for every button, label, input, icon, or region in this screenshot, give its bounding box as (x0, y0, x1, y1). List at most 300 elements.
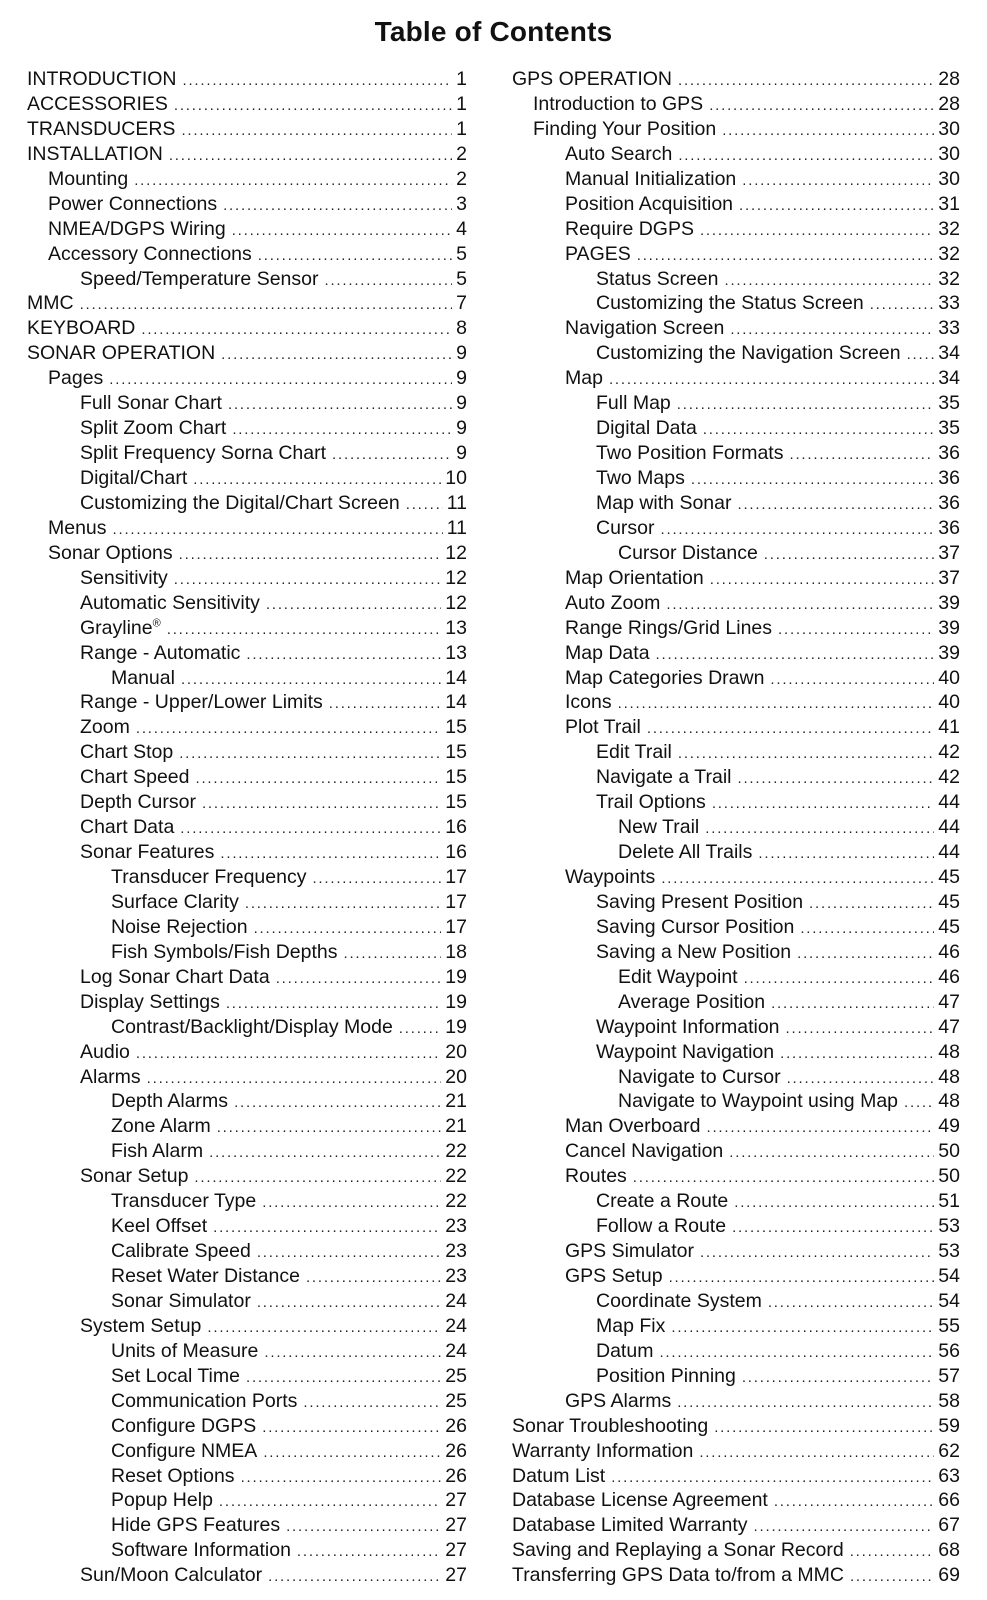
toc-entry-navigation-screen[interactable] (512, 316, 960, 341)
toc-entry-label: Chart Stop (80, 741, 174, 764)
toc-leader-dots (324, 269, 452, 294)
toc-entry-configure-nmea[interactable] (27, 1439, 467, 1464)
toc-entry-database-limited-warranty[interactable] (512, 1513, 960, 1538)
toc-entry-software-information[interactable] (27, 1538, 467, 1563)
toc-entry-page-number: 41 (938, 716, 960, 739)
toc-entry-create-a-route[interactable] (512, 1189, 960, 1214)
toc-entry-range-upper-lower-limits[interactable] (27, 690, 467, 715)
toc-entry-label: Display Settings (80, 990, 220, 1013)
toc-entry-map[interactable] (512, 366, 960, 391)
toc-entry-page-number: 22 (445, 1190, 467, 1213)
toc-entry-page-number: 17 (445, 890, 467, 913)
toc-entry-customizing-the-digital-chart-screen[interactable] (27, 491, 467, 516)
toc-leader-dots (771, 992, 934, 1017)
toc-entry-page-number: 15 (445, 791, 467, 814)
toc-leader-dots (850, 1565, 934, 1590)
toc-entry-position-pinning[interactable] (512, 1364, 960, 1389)
toc-entry-label: Communication Ports (111, 1389, 298, 1412)
toc-entry-speed-temperature-sensor[interactable] (27, 267, 467, 292)
toc-entry-label: INSTALLATION (27, 142, 163, 165)
toc-leader-dots (209, 1141, 441, 1166)
toc-entry-gps-operation[interactable] (512, 67, 960, 92)
toc-entry-page-number: 23 (445, 1215, 467, 1238)
toc-entry-label: Database License Agreement (512, 1489, 768, 1512)
toc-entry-label: Require DGPS (565, 217, 694, 240)
toc-entry-routes[interactable] (512, 1164, 960, 1189)
toc-entry-page-number: 4 (456, 217, 467, 240)
toc-entry-label: NMEA/DGPS Wiring (48, 217, 226, 240)
toc-entry-chart-stop[interactable] (27, 740, 467, 765)
toc-leader-dots (136, 717, 441, 742)
toc-entry-label: KEYBOARD (27, 317, 136, 340)
toc-entry-navigate-to-cursor[interactable] (512, 1065, 960, 1090)
toc-entry-label: Accessory Connections (48, 242, 252, 265)
toc-entry-waypoint-information[interactable] (512, 1015, 960, 1040)
toc-entry-man-overboard[interactable] (512, 1114, 960, 1139)
toc-entry-sensitivity[interactable] (27, 566, 467, 591)
toc-entry-two-position-formats[interactable] (512, 441, 960, 466)
toc-entry-navigate-to-waypoint-using-map[interactable] (512, 1089, 960, 1114)
toc-leader-dots (609, 368, 934, 393)
toc-entry-accessory-connections[interactable] (27, 242, 467, 267)
toc-leader-dots (134, 169, 452, 194)
toc-entry-page-number: 7 (456, 292, 467, 315)
toc-entry-full-sonar-chart[interactable] (27, 391, 467, 416)
toc-entry-position-acquisition[interactable] (512, 192, 960, 217)
toc-entry-page-number: 25 (445, 1389, 467, 1412)
toc-entry-label: Coordinate System (596, 1289, 762, 1312)
toc-leader-dots (677, 393, 935, 418)
toc-entry-saving-a-new-position[interactable] (512, 940, 960, 965)
toc-entry-new-trail[interactable] (512, 815, 960, 840)
toc-entry-contrast-backlight-display-mode[interactable] (27, 1015, 467, 1040)
toc-entry-label: SONAR OPERATION (27, 342, 216, 365)
toc-entry-label: Cursor Distance (618, 541, 758, 564)
toc-entry-pages[interactable] (512, 242, 960, 267)
toc-entry-page-number: 14 (445, 691, 467, 714)
toc-entry-page-number: 21 (445, 1090, 467, 1113)
toc-leader-dots (678, 69, 934, 94)
toc-entry-digital-chart[interactable] (27, 466, 467, 491)
toc-entry-page-number: 13 (445, 616, 467, 639)
toc-entry-configure-dgps[interactable] (27, 1414, 467, 1439)
toc-entry-page-number: 44 (938, 816, 960, 839)
toc-entry-split-frequency-sorna-chart[interactable] (27, 441, 467, 466)
toc-entry-pages[interactable] (27, 366, 467, 391)
toc-entry-page-number: 51 (938, 1190, 960, 1213)
toc-leader-dots (220, 842, 441, 867)
toc-entry-status-screen[interactable] (512, 267, 960, 292)
toc-leader-dots (724, 269, 934, 294)
toc-entry-gps-alarms[interactable] (512, 1389, 960, 1414)
toc-entry-page-number: 35 (938, 392, 960, 415)
toc-entry-require-dgps[interactable] (512, 217, 960, 242)
toc-entry-label: Two Position Formats (596, 442, 784, 465)
toc-entry-sonar-options[interactable] (27, 541, 467, 566)
toc-entry-label: Full Sonar Chart (80, 392, 222, 415)
toc-entry-label: Popup Help (111, 1489, 213, 1512)
toc-entry-range-rings-grid-lines[interactable] (512, 616, 960, 641)
toc-entry-page-number: 67 (938, 1514, 960, 1537)
toc-leader-dots (637, 244, 935, 269)
toc-entry-page-number: 5 (456, 242, 467, 265)
toc-leader-dots (714, 1416, 934, 1441)
toc-entry-cursor[interactable] (512, 516, 960, 541)
toc-leader-dots (870, 293, 935, 318)
toc-leader-dots (141, 318, 452, 343)
toc-entry-average-position[interactable] (512, 990, 960, 1015)
toc-entry-page-number: 27 (445, 1489, 467, 1512)
toc-entry-follow-a-route[interactable] (512, 1214, 960, 1239)
toc-entry-page-number: 26 (445, 1439, 467, 1462)
toc-entry-page-number: 54 (938, 1265, 960, 1287)
toc-entry-introduction[interactable] (27, 67, 467, 92)
toc-entry-label: Warranty Information (512, 1439, 694, 1462)
toc-entry-split-zoom-chart[interactable] (27, 416, 467, 441)
toc-entry-page-number: 33 (938, 317, 960, 340)
toc-entry-page-number: 42 (938, 766, 960, 789)
toc-entry-auto-search[interactable] (512, 142, 960, 167)
toc-entry-fish-alarm[interactable] (27, 1139, 467, 1164)
toc-entry-gps-setup[interactable] (512, 1264, 960, 1289)
toc-entry-page-number: 37 (938, 566, 960, 589)
toc-leader-dots (764, 543, 935, 568)
toc-entry-label: GPS Setup (565, 1265, 663, 1287)
toc-leader-dots (677, 1391, 934, 1416)
toc-leader-dots (722, 119, 934, 144)
toc-entry-finding-your-position[interactable] (512, 117, 960, 142)
toc-entry-label: Keel Offset (111, 1215, 208, 1238)
toc-entry-coordinate-system[interactable] (512, 1289, 960, 1314)
toc-leader-dots (213, 1216, 441, 1241)
toc-entry-automatic-sensitivity[interactable] (27, 591, 467, 616)
toc-entry-set-local-time[interactable] (27, 1364, 467, 1389)
toc-leader-dots (666, 593, 934, 618)
toc-entry-label: Manual Initialization (565, 167, 737, 190)
toc-entry-page-number: 24 (445, 1314, 467, 1337)
toc-entry-page-number: 50 (938, 1140, 960, 1163)
toc-entry-page-number: 15 (445, 716, 467, 739)
toc-entry-label: Datum (596, 1339, 654, 1362)
toc-entry-label: Status Screen (596, 267, 719, 290)
toc-entry-page-number: 11 (446, 516, 467, 539)
toc-leader-dots (262, 1416, 441, 1441)
toc-leader-dots (699, 1441, 934, 1466)
toc-entry-hide-gps-features[interactable] (27, 1513, 467, 1538)
toc-entry-map-fix[interactable] (512, 1314, 960, 1339)
toc-entry-two-maps[interactable] (512, 466, 960, 491)
toc-entry-waypoint-navigation[interactable] (512, 1040, 960, 1065)
toc-entry-label: Edit Waypoint (618, 965, 738, 988)
toc-leader-dots (332, 443, 452, 468)
toc-entry-page-number: 42 (938, 741, 960, 764)
toc-entry-system-setup[interactable] (27, 1314, 467, 1339)
toc-entry-display-settings[interactable] (27, 990, 467, 1015)
toc-entry-mounting[interactable] (27, 167, 467, 192)
toc-entry-log-sonar-chart-data[interactable] (27, 965, 467, 990)
toc-entry-sonar-simulator[interactable] (27, 1289, 467, 1314)
toc-entry-label: PAGES (565, 242, 631, 265)
toc-entry-label: Transferring GPS Data to/from a MMC (512, 1564, 844, 1587)
toc-entry-grayline[interactable] (27, 616, 467, 641)
toc-entry-page-number: 45 (938, 890, 960, 913)
toc-entry-label: Menus (48, 516, 107, 539)
toc-entry-page-number: 63 (938, 1464, 960, 1487)
toc-leader-dots (700, 1241, 934, 1266)
toc-entry-page-number: 10 (445, 467, 467, 489)
page-title: Table of Contents (374, 16, 613, 47)
toc-entry-label: Digital/Chart (80, 467, 188, 489)
toc-leader-dots (167, 618, 442, 643)
toc-entry-saving-and-replaying-a-sonar-record[interactable] (512, 1538, 960, 1563)
toc-entry-page-number: 36 (938, 467, 960, 489)
toc-leader-dots (306, 1266, 441, 1291)
toc-entry-keyboard[interactable] (27, 316, 467, 341)
toc-entry-label: Auto Search (565, 142, 673, 165)
toc-entry-navigate-a-trail[interactable] (512, 765, 960, 790)
toc-entry-full-map[interactable] (512, 391, 960, 416)
toc-entry-sonar-troubleshooting[interactable] (512, 1414, 960, 1439)
toc-entry-page-number: 27 (445, 1539, 467, 1562)
toc-entry-surface-clarity[interactable] (27, 890, 467, 915)
toc-leader-dots (742, 1366, 934, 1391)
toc-entry-cursor-distance[interactable] (512, 541, 960, 566)
toc-entry-alarms[interactable] (27, 1065, 467, 1090)
toc-entry-page-number: 53 (938, 1215, 960, 1238)
toc-leader-dots (737, 493, 934, 518)
toc-entry-gps-simulator[interactable] (512, 1239, 960, 1264)
toc-entry-cancel-navigation[interactable] (512, 1139, 960, 1164)
toc-entry-page-number: 16 (445, 841, 467, 864)
toc-leader-dots (329, 692, 442, 717)
toc-entry-label: Auto Zoom (565, 591, 661, 614)
toc-entry-page-number: 39 (938, 591, 960, 614)
toc-leader-dots (226, 992, 441, 1017)
toc-entry-map-data[interactable] (512, 641, 960, 666)
toc-entry-nmea-dgps-wiring[interactable] (27, 217, 467, 242)
toc-entry-manual-initialization[interactable] (512, 167, 960, 192)
toc-entry-label: Map Categories Drawn (565, 666, 765, 689)
toc-entry-datum[interactable] (512, 1339, 960, 1364)
toc-leader-dots (797, 942, 934, 967)
toc-leader-dots (678, 742, 934, 767)
toc-entry-waypoints[interactable] (512, 865, 960, 890)
toc-entry-transducer-type[interactable] (27, 1189, 467, 1214)
toc-entry-label: Power Connections (48, 192, 218, 215)
toc-entry-page-number: 39 (938, 641, 960, 664)
toc-entry-page-number: 30 (938, 117, 960, 140)
toc-entry-transferring-gps-data-to-from-a-mmc[interactable] (512, 1563, 960, 1588)
toc-entry-page-number: 1 (456, 68, 467, 90)
toc-entry-page-number: 22 (445, 1165, 467, 1188)
toc-entry-page-number: 30 (938, 142, 960, 165)
toc-entry-page-number: 56 (938, 1339, 960, 1362)
toc-entry-label: Man Overboard (565, 1115, 701, 1138)
toc-entry-page-number: 12 (445, 541, 467, 564)
toc-entry-label: Sonar Setup (80, 1165, 189, 1188)
toc-entry-customizing-the-status-screen[interactable] (512, 291, 960, 316)
toc-entry-zone-alarm[interactable] (27, 1114, 467, 1139)
toc-leader-dots (661, 518, 935, 543)
toc-entry-saving-cursor-position[interactable] (512, 915, 960, 940)
toc-entry-page-number: 48 (938, 1065, 960, 1088)
toc-entry-page-number: 2 (456, 142, 467, 165)
toc-entry-sonar-operation[interactable] (27, 341, 467, 366)
toc-entry-page-number: 2 (456, 167, 467, 190)
toc-entry-power-connections[interactable] (27, 192, 467, 217)
toc-entry-page-number: 57 (938, 1364, 960, 1387)
toc-entry-installation[interactable] (27, 142, 467, 167)
toc-entry-chart-speed[interactable] (27, 765, 467, 790)
toc-entry-transducers[interactable] (27, 117, 467, 142)
toc-leader-dots (671, 1316, 934, 1341)
toc-entry-label: Position Pinning (596, 1364, 736, 1387)
toc-entry-zoom[interactable] (27, 715, 467, 740)
toc-entry-page-number: 47 (938, 1015, 960, 1038)
toc-entry-label: Split Frequency Sorna Chart (80, 442, 327, 465)
toc-right-column (512, 67, 960, 1588)
toc-entry-label: Waypoint Navigation (596, 1040, 775, 1063)
toc-entry-manual[interactable] (27, 666, 467, 691)
toc-entry-sun-moon-calculator[interactable] (27, 1563, 467, 1588)
toc-entry-page-number: 59 (938, 1414, 960, 1437)
toc-entry-label: GPS OPERATION (512, 68, 672, 90)
toc-entry-plot-trail[interactable] (512, 715, 960, 740)
toc-entry-page-number: 19 (445, 965, 467, 988)
toc-leader-dots (742, 169, 934, 194)
toc-entry-depth-alarms[interactable] (27, 1089, 467, 1114)
toc-entry-page-number: 48 (938, 1040, 960, 1063)
toc-leader-dots (656, 643, 935, 668)
toc-leader-dots (770, 668, 934, 693)
toc-entry-label: Sonar Options (48, 541, 173, 564)
toc-entry-label: Trail Options (596, 791, 706, 814)
toc-entry-delete-all-trails[interactable] (512, 840, 960, 865)
toc-leader-dots (180, 817, 441, 842)
toc-entry-label: Datum List (512, 1464, 606, 1487)
toc-entry-mmc[interactable] (27, 291, 467, 316)
toc-entry-chart-data[interactable] (27, 815, 467, 840)
toc-entry-communication-ports[interactable] (27, 1389, 467, 1414)
toc-entry-edit-trail[interactable] (512, 740, 960, 765)
toc-entry-page-number: 19 (445, 1015, 467, 1038)
toc-entry-depth-cursor[interactable] (27, 790, 467, 815)
toc-entry-sonar-setup[interactable] (27, 1164, 467, 1189)
toc-entry-reset-water-distance[interactable] (27, 1264, 467, 1289)
toc-entry-icons[interactable] (512, 690, 960, 715)
toc-entry-page-number: 44 (938, 841, 960, 864)
toc-entry-label: Position Acquisition (565, 192, 734, 215)
toc-entry-page-number: 8 (456, 317, 467, 340)
toc-entry-page-number: 9 (456, 367, 467, 390)
toc-leader-dots (406, 493, 443, 518)
toc-entry-page-number: 12 (445, 591, 467, 614)
toc-entry-popup-help[interactable] (27, 1488, 467, 1513)
toc-leader-dots (611, 1466, 934, 1491)
toc-leader-dots (904, 1091, 934, 1116)
toc-entry-map-categories-drawn[interactable] (512, 666, 960, 691)
toc-entry-trail-options[interactable] (512, 790, 960, 815)
toc-entry-label: Customizing the Digital/Chart Screen (80, 491, 400, 514)
toc-leader-dots (703, 418, 935, 443)
toc-entry-units-of-measure[interactable] (27, 1339, 467, 1364)
toc-entry-label: Create a Route (596, 1190, 729, 1213)
toc-entry-saving-present-position[interactable] (512, 890, 960, 915)
toc-entry-label: Mounting (48, 167, 129, 190)
toc-entry-page-number: 22 (445, 1140, 467, 1163)
toc-entry-label: Hide GPS Features (111, 1514, 281, 1537)
toc-entry-transducer-frequency[interactable] (27, 865, 467, 890)
toc-entry-label: Configure NMEA (111, 1439, 258, 1462)
toc-entry-label: Sonar Features (80, 841, 215, 864)
toc-leader-dots (80, 293, 453, 318)
toc-entry-label: Map Data (565, 641, 650, 664)
toc-entry-edit-waypoint[interactable] (512, 965, 960, 990)
toc-entry-keel-offset[interactable] (27, 1214, 467, 1239)
toc-entry-page-number: 35 (938, 417, 960, 440)
toc-entry-range-automatic[interactable] (27, 641, 467, 666)
toc-leader-dots (729, 1141, 934, 1166)
toc-entry-page-number: 23 (445, 1265, 467, 1287)
toc-entry-label: Plot Trail (565, 716, 641, 739)
toc-entry-page-number: 20 (445, 1040, 467, 1063)
toc-entry-reset-options[interactable] (27, 1464, 467, 1489)
toc-entry-label: Waypoint Information (596, 1015, 780, 1038)
toc-leader-dots (778, 618, 934, 643)
toc-leader-dots (297, 1540, 441, 1565)
toc-entry-label: Range Rings/Grid Lines (565, 616, 773, 639)
toc-entry-fish-symbols-fish-depths[interactable] (27, 940, 467, 965)
toc-entry-label: Saving Cursor Position (596, 915, 795, 938)
toc-entry-page-number: 15 (445, 766, 467, 789)
toc-entry-map-with-sonar[interactable] (512, 491, 960, 516)
toc-entry-accessories[interactable] (27, 92, 467, 117)
toc-entry-label: Map with Sonar (596, 491, 732, 514)
toc-entry-page-number: 26 (445, 1464, 467, 1487)
toc-entry-introduction-to-gps[interactable] (512, 92, 960, 117)
toc-leader-dots (183, 69, 453, 94)
toc-entry-sonar-features[interactable] (27, 840, 467, 865)
toc-entry-label: Icons (565, 691, 612, 714)
toc-entry-customizing-the-navigation-screen[interactable] (512, 341, 960, 366)
toc-entry-datum-list[interactable] (512, 1464, 960, 1489)
toc-entry-label: Navigation Screen (565, 317, 725, 340)
toc-entry-calibrate-speed[interactable] (27, 1239, 467, 1264)
toc-entry-label: Manual (111, 666, 175, 689)
toc-leader-dots (705, 817, 934, 842)
toc-entry-label: Sonar Simulator (111, 1289, 251, 1312)
toc-entry-menus[interactable] (27, 516, 467, 541)
toc-entry-label: Finding Your Position (533, 117, 717, 140)
toc-entry-database-license-agreement[interactable] (512, 1488, 960, 1513)
toc-entry-digital-data[interactable] (512, 416, 960, 441)
toc-entry-label: Zone Alarm (111, 1115, 211, 1138)
toc-entry-map-orientation[interactable] (512, 566, 960, 591)
toc-entry-page-number: 27 (445, 1514, 467, 1537)
toc-entry-label: Cursor (596, 516, 655, 539)
toc-entry-page-number: 36 (938, 442, 960, 465)
toc-entry-label: Software Information (111, 1539, 291, 1562)
toc-entry-label: Saving and Replaying a Sonar Record (512, 1539, 844, 1562)
toc-entry-warranty-information[interactable] (512, 1439, 960, 1464)
toc-entry-page-number: 58 (938, 1389, 960, 1412)
toc-entry-noise-rejection[interactable] (27, 915, 467, 940)
toc-entry-page-number: 9 (456, 342, 467, 365)
toc-entry-audio[interactable] (27, 1040, 467, 1065)
toc-leader-dots (194, 1166, 441, 1191)
toc-entry-auto-zoom[interactable] (512, 591, 960, 616)
toc-leader-dots (730, 318, 934, 343)
